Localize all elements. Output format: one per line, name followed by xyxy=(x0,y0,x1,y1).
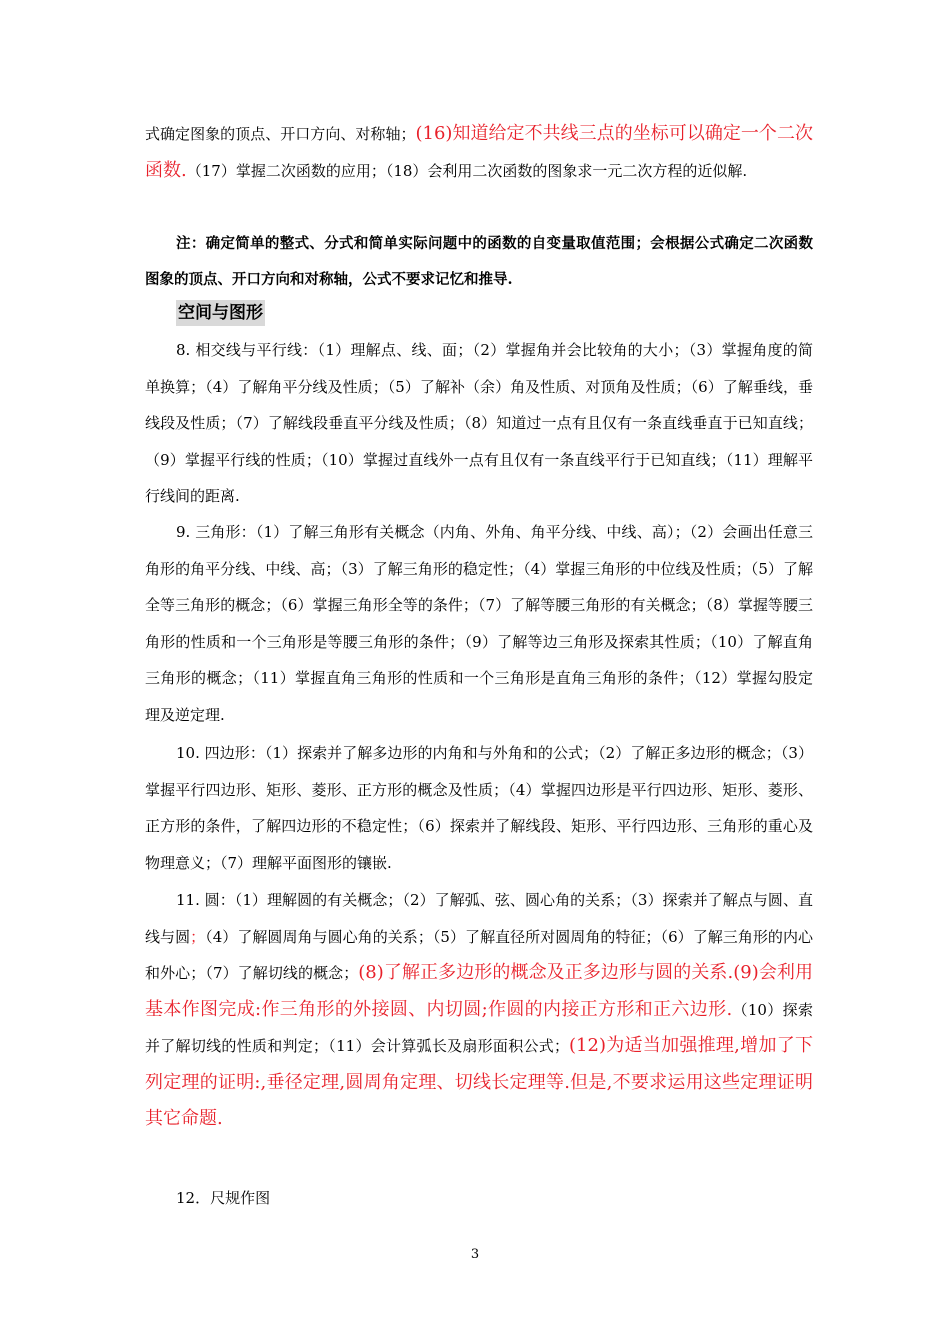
intro-text-1: 式确定图象的顶点、开口方向、对称轴； xyxy=(145,125,416,143)
item-11-red-semicolon: ； xyxy=(190,927,206,946)
item-10-paragraph: 10. 四边形：（1）探索并了解多边形的内角和与外角和的公式；（2）了解正多边形的概念；（3）掌握平行四边形、矩形、菱形、正方形的概念及性质；（4）掌握四边形是平行四边形、矩形、菱形、正方形的条件，了解四边形的不稳定性；（6）探索并了解线段、矩形、平行四边形、三角形的重心及物理意义；（7）理解平面图形的镶嵌. xyxy=(145,744,813,872)
item-11-red-text-2: (12)为适当加强推理,增加了下列定理的证明:,垂径定理,圆周角定理、切线长定理等.但是,不要求运用这些定理证明其它命题. xyxy=(145,1035,814,1129)
item-12-heading: 12．尺规作图 xyxy=(176,1189,271,1207)
section-title: 空间与图形 xyxy=(176,300,265,326)
intro-text-3: （17）掌握二次函数的应用；（18）会利用二次函数的图象求一元二次方程的近似解. xyxy=(186,161,748,180)
page-number: 3 xyxy=(470,1247,480,1262)
item-11-text-1: 11. 圆：（1）理解圆的有关概念；（2）了解弧、弦、圆心角的关系；（3）探索并了解点与圆、直线与圆 xyxy=(145,891,813,946)
intro-paragraph xyxy=(145,116,813,189)
item-11-text-3: （10）探索并了解切线的性质和判定；（11）会计算弧长及扇形面积公式； xyxy=(145,1000,813,1055)
item-9-paragraph: 9. 三角形：（1）了解三角形有关概念（内角、外角、角平分线、中线、高）；（2）会画出任意三角形的角平分线、中线、高；（3）了解三角形的稳定性；（4）掌握三角形的中位线及性质；（5）了解全等三角形的概念；（6）掌握三角形全等的条件；（7）了解等腰三角形的有关概念；（8）掌握等腰三角形的性质和一个三角形是等腰三角形的条件；（9）了解等边三角形及探索其性质；（10）了解直角三角形的概念；（11）掌握直角三角形的性质和一个三角形是直角三角形的条件；（12）掌握勾股定理及逆定理. xyxy=(145,523,813,724)
item-11-paragraph xyxy=(145,882,813,1138)
intro-red-text: (16)知道给定不共线三点的坐标可以确定一个二次函数. xyxy=(145,123,813,181)
item-8-paragraph: 8. 相交线与平行线：（1）理解点、线、面；（2）掌握角并会比较角的大小；（3）掌握角度的简单换算；（4）了解角平分线及性质；（5）了解补（余）角及性质、对顶角及性质；（6）了解垂线，垂线段及性质；（7）了解线段垂直平分线及性质；（8）知道过一点有且仅有一条直线垂直于已知直线；（9）掌握平行线的性质；（10）掌握过直线外一点有且仅有一条直线平行于已知直线；（11）理解平行线间的距离. xyxy=(145,341,813,505)
note-paragraph: 注：确定简单的整式、分式和简单实际问题中的函数的自变量取值范围；会根据公式确定二次函数图象的顶点、开口方向和对称轴，公式不要求记忆和推导. xyxy=(145,235,813,288)
item-11-red-text-1: (8)了解正多边形的概念及正多边形与圆的关系.(9)会利用基本作图完成:作三角形的外接圆、内切圆;作圆的内接正方形和正六边形. xyxy=(145,962,814,1020)
item-11-text-2: （4）了解圆周角与圆心角的关系；（5）了解直径所对圆周角的特征；（6）了解三角形的内心和外心；（7）了解切线的概念； xyxy=(145,927,813,982)
